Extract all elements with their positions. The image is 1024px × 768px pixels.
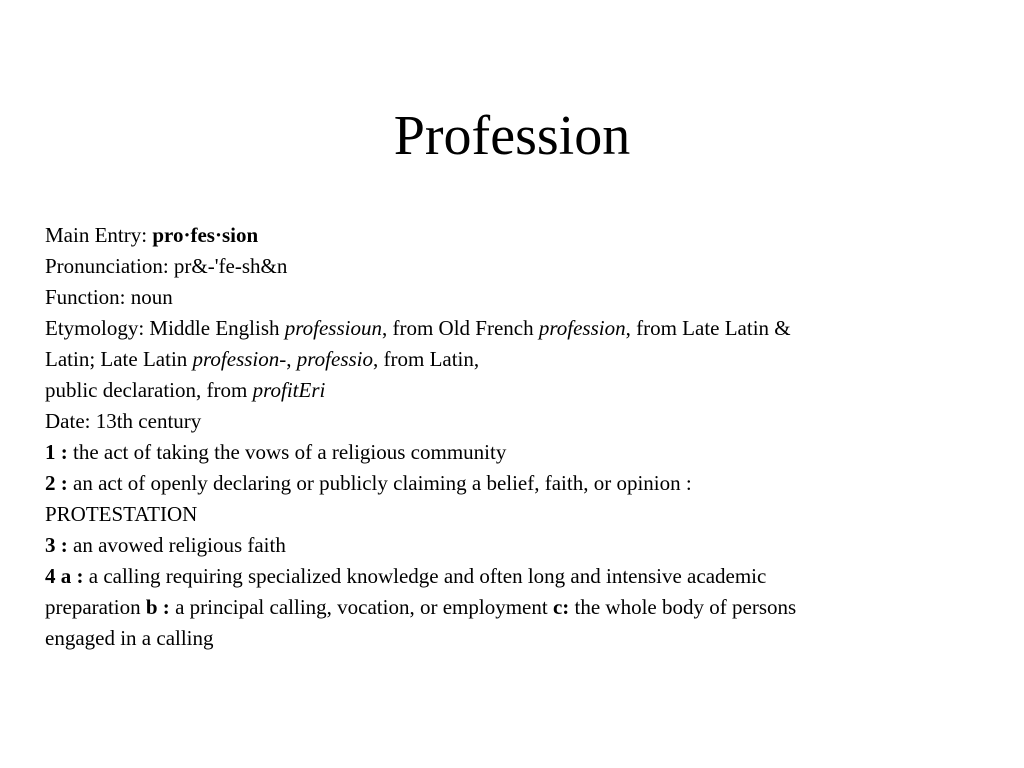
pronunciation-line: Pronunciation: pr&-'fe-sh&n — [45, 254, 288, 278]
sense-2 — [45, 468, 980, 499]
etymology-term: profession — [538, 316, 626, 340]
sense-text: the whole body of persons — [569, 595, 797, 619]
etymology-line-1 — [45, 313, 980, 344]
function-line: Function: noun — [45, 285, 173, 309]
sense-text: an avowed religious faith — [67, 533, 286, 557]
page-title: Profession — [393, 105, 631, 167]
sense-3 — [45, 530, 980, 561]
etymology-term: professioun — [284, 316, 382, 340]
etymology-term: profitEri — [252, 378, 326, 402]
sense-label: 1 : — [45, 440, 68, 464]
sense-label: 4 a : — [45, 564, 84, 588]
etymology-line-2 — [45, 344, 980, 375]
sense-text: an act of openly declaring or publicly claiming a belief, faith, or opinion : — [67, 471, 692, 495]
sense-text: the act of taking the vows of a religious community — [67, 440, 507, 464]
definition-body — [45, 220, 980, 654]
sense-4 — [45, 561, 980, 592]
etymology-text: Latin; Late Latin — [45, 347, 193, 371]
date-line: Date: 13th century — [45, 409, 202, 433]
etymology-text: , from Old French — [381, 316, 539, 340]
etymology-term: professio — [296, 347, 373, 371]
sense-2-cont: PROTESTATION — [45, 502, 198, 526]
etymology-line-3 — [45, 375, 980, 406]
sense-text: a calling requiring specialized knowledge and often long and intensive academic — [83, 564, 767, 588]
sense-text: preparation — [45, 595, 146, 619]
main-entry-word: pro·fes·sion — [152, 223, 259, 247]
etymology-text: , — [286, 347, 297, 371]
etymology-text: Etymology: Middle English — [45, 316, 285, 340]
sense-label: c: — [552, 595, 570, 619]
etymology-term: profession- — [192, 347, 287, 371]
etymology-text: , from Latin, — [373, 347, 480, 371]
sense-label: 3 : — [45, 533, 68, 557]
sense-1 — [45, 437, 980, 468]
sense-4-cont — [45, 592, 980, 623]
etymology-text: , from Late Latin & — [625, 316, 791, 340]
sense-label: 2 : — [45, 471, 68, 495]
main-entry-line — [45, 220, 980, 251]
main-entry-label: Main Entry: — [45, 223, 153, 247]
sense-label: b : — [145, 595, 170, 619]
sense-4-cont-2: engaged in a calling — [45, 626, 214, 650]
etymology-text: public declaration, from — [45, 378, 253, 402]
sense-text: a principal calling, vocation, or employment — [169, 595, 553, 619]
